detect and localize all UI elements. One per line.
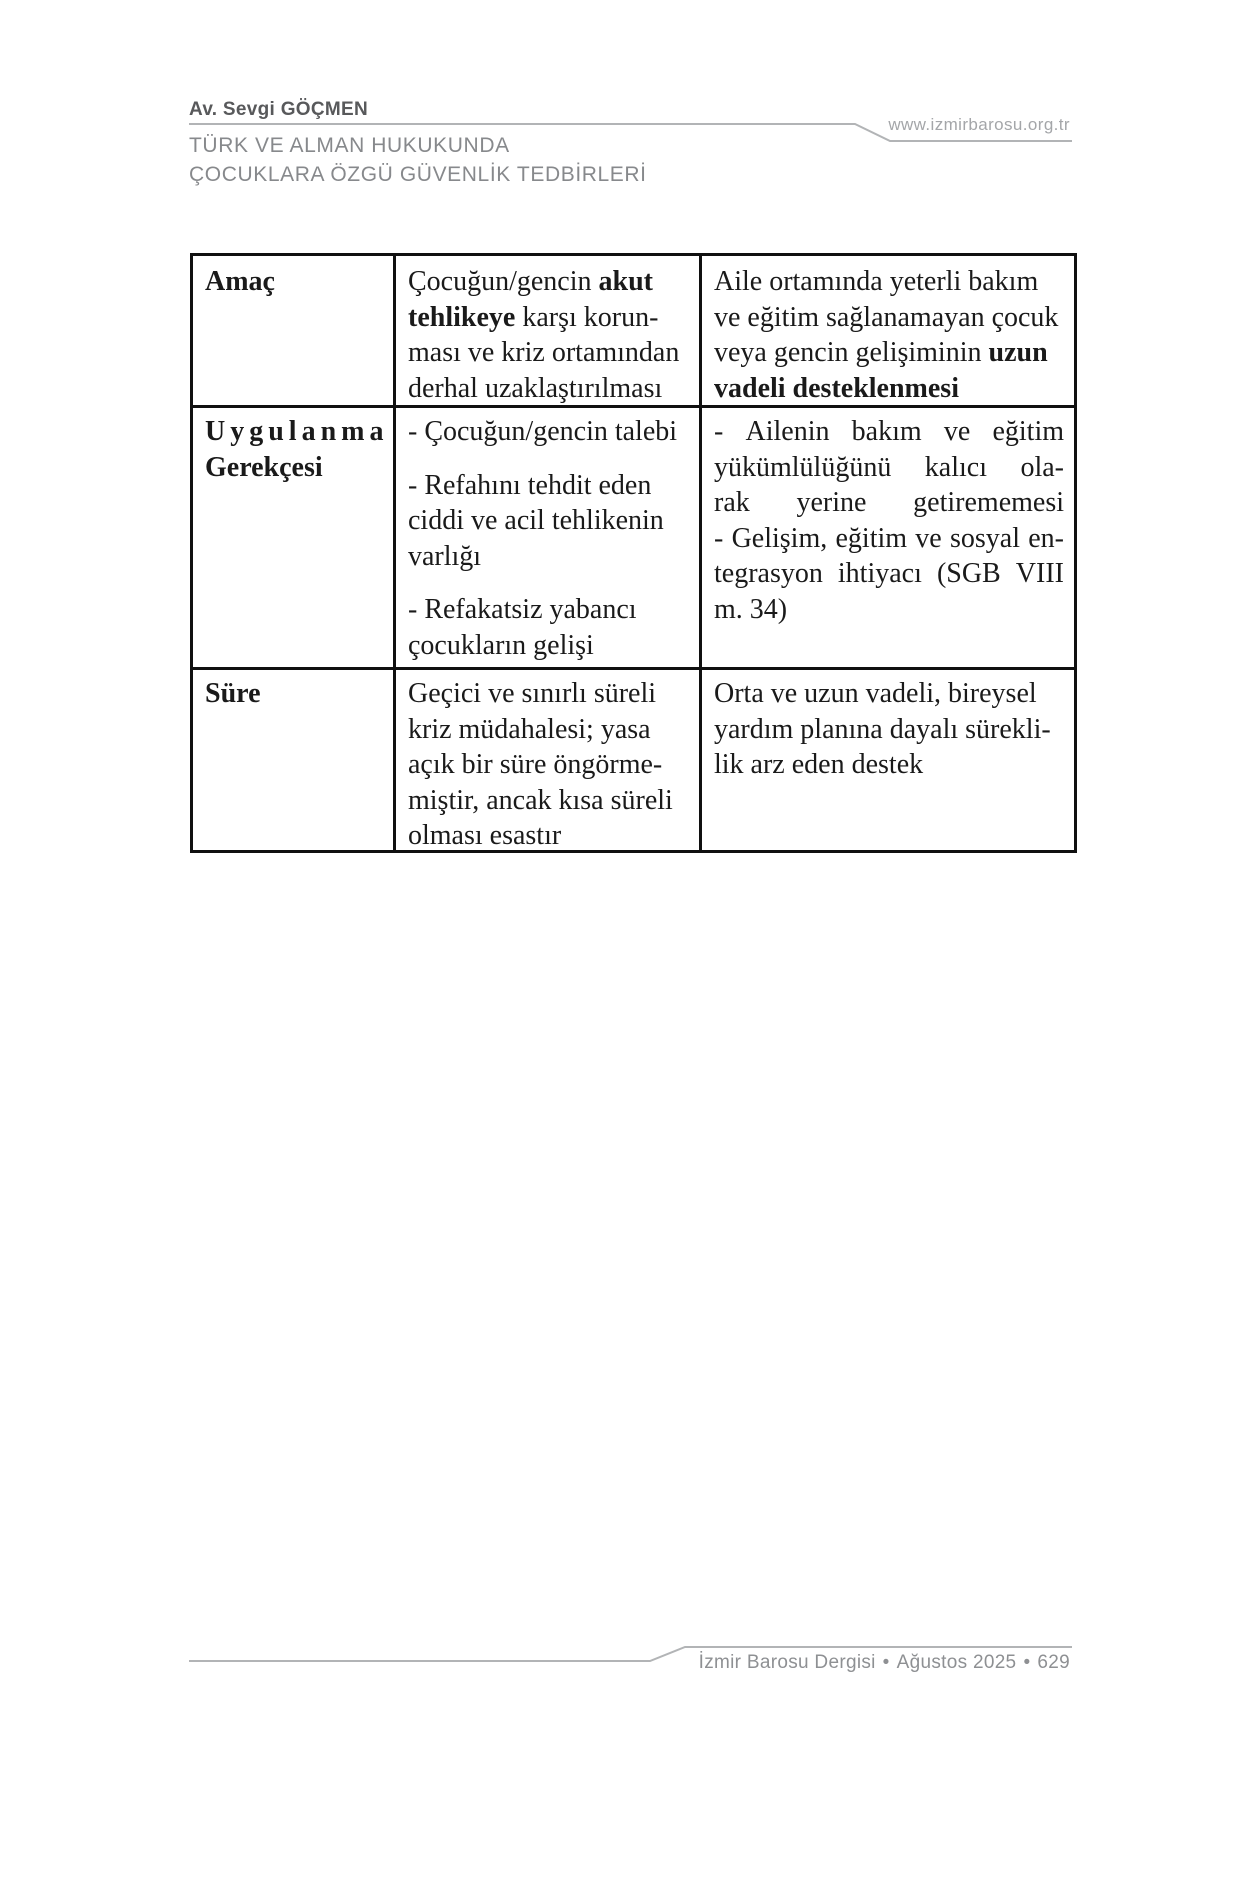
- table-text-line: Çocuğun/gencin akut: [408, 266, 653, 297]
- table-paragraph: [714, 414, 1064, 627]
- table-text-line: açık bir süre öngörme-: [408, 749, 663, 780]
- table-cell-amac-col2: [393, 256, 699, 405]
- table-text-line: yükümlülüğünü kalıcı ola-: [714, 451, 1064, 483]
- article-title-line2: ÇOCUKLARA ÖZGÜ GÜVENLİK TEDBİRLERİ: [189, 163, 647, 186]
- table-text-line: - Çocuğun/gencin talebi: [408, 416, 678, 447]
- table-text-line: veya gencin gelişiminin uzun: [714, 337, 1048, 368]
- article-title: [189, 131, 647, 189]
- table-paragraph: [408, 676, 689, 850]
- table-text-line: Gerekçesi: [205, 451, 323, 483]
- table-paragraph: [714, 676, 1064, 783]
- table-cell-amac-col3: [699, 256, 1074, 405]
- table-text-line: - Gelişim, eğitim ve sosyal en-: [714, 522, 1064, 554]
- table-paragraph: [408, 264, 689, 405]
- table-paragraph: [205, 264, 383, 300]
- table-text-line: miştir, ancak kısa süreli: [408, 784, 673, 816]
- page-number: 629: [1037, 1652, 1070, 1673]
- table-cell-uygulanma-gerekcesi-col3: [699, 405, 1074, 667]
- table-text-line: olması esastır: [408, 820, 562, 850]
- table-paragraph: [714, 264, 1064, 405]
- table-text-line: Amaç: [205, 266, 275, 297]
- footer-separator: •: [1023, 1652, 1031, 1673]
- table-cell-sure-col2: [393, 667, 699, 850]
- table-text-line: Geçici ve sınırlı süreli: [408, 678, 657, 709]
- table-text-line: ması ve kriz ortamından: [408, 337, 680, 368]
- table-text-line: derhal uzaklaştırılması: [408, 372, 663, 404]
- table-text-line: Aile ortamında yeterli bakım: [714, 266, 1039, 297]
- table-paragraph: [205, 414, 389, 485]
- journal-name: İzmir Barosu Dergisi: [698, 1652, 876, 1673]
- table-text-line: vadeli desteklenmesi: [714, 372, 959, 404]
- table-text-line: - Refakatsiz yabancı: [408, 594, 637, 625]
- table-text-line: kriz müdahalesi; yasa: [408, 713, 651, 745]
- footer-separator: •: [882, 1652, 890, 1673]
- table-text-line: Süre: [205, 678, 261, 709]
- table-text-line: Orta ve uzun vadeli, bireysel: [714, 678, 1037, 709]
- footer-text: [699, 1652, 1070, 1674]
- table-cell-uygulanma-gerekcesi-col1: [193, 405, 393, 667]
- table-text-line: - Refahını tehdit eden: [408, 469, 652, 501]
- table-paragraph: [205, 676, 383, 712]
- website-url: www.izmirbarosu.org.tr: [888, 115, 1070, 134]
- table-text-line: ve eğitim sağlanamayan çocuk: [714, 301, 1059, 333]
- table-text-line: varlığı: [408, 540, 482, 572]
- table-text-line: yardım planına dayalı sürekli-: [714, 713, 1051, 745]
- table-text-line: Uygulanma: [205, 416, 389, 447]
- table-paragraph: [408, 468, 689, 575]
- comparison-table: [190, 253, 1077, 853]
- table-cell-sure-col1: [193, 667, 393, 850]
- table-text-line: çocukların gelişi: [408, 629, 594, 661]
- table-cell-amac-col1: [193, 256, 393, 405]
- table-cell-sure-col3: [699, 667, 1074, 850]
- table-cell-uygulanma-gerekcesi-col2: [393, 405, 699, 667]
- author-name: Av. Sevgi GÖÇMEN: [189, 99, 369, 120]
- table-text-line: tehlikeye karşı korun-: [408, 301, 659, 333]
- table-text-line: - Ailenin bakım ve eğitim: [714, 416, 1064, 447]
- table-paragraph: [408, 592, 689, 663]
- issue-date: Ağustos 2025: [896, 1652, 1017, 1673]
- article-title-line1: TÜRK VE ALMAN HUKUKUNDA: [189, 134, 510, 157]
- table-paragraph: [408, 414, 689, 450]
- table-text-line: rak yerine getirememesi: [714, 487, 1064, 518]
- table-text-line: tegrasyon ihtiyacı (SGB VIII: [714, 558, 1064, 589]
- table-text-line: ciddi ve acil tehlikenin: [408, 505, 664, 536]
- table-text-line: m. 34): [714, 593, 788, 625]
- table-text-line: lik arz eden destek: [714, 749, 924, 780]
